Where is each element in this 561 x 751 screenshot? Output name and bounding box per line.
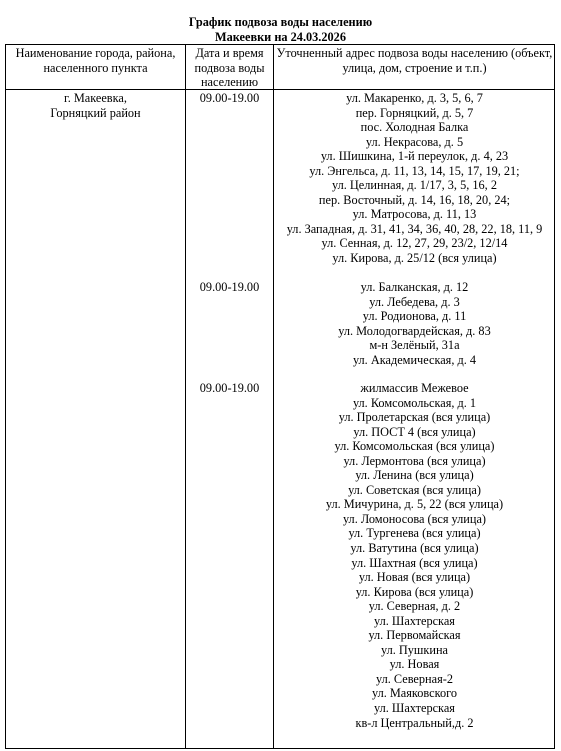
address-line: ул. Матросова, д. 11, 13 [352, 207, 477, 222]
address-line: ул. Родионова, д. 11 [362, 309, 467, 324]
address-line: ул. Шишкина, 1-й переулок, д. 4, 23 [320, 149, 509, 164]
delivery-time: 09.00-19.00 [199, 381, 260, 395]
column-divider-1 [185, 45, 186, 748]
address-line: ул. Пушкина [381, 642, 448, 657]
address-line: ул. Лермонтова (вся улица) [343, 453, 486, 468]
address-line: ул. Энгельса, д. 11, 13, 14, 15, 17, 19, 21; [309, 163, 520, 178]
address-line: ул. Западная, д. 31, 41, 34, 36, 40, 28, 22, 18, 11, 9 [286, 221, 543, 236]
water-schedule-table [5, 44, 555, 749]
address-line: пос. Холодная Балка [360, 120, 469, 135]
address-line: ул. Пролетарская (вся улица) [338, 410, 491, 425]
address-line: кв-л Центральный,д. 2 [355, 715, 474, 730]
address-line: ул. Северная-2 [376, 671, 453, 686]
address-list [274, 91, 555, 266]
header-city: Наименование города, района, населенного пункта [15, 46, 176, 75]
address-line: ул. Кирова, д. 25/12 (вся улица) [332, 251, 497, 266]
address-line: ул. Академическая, д. 4 [352, 352, 477, 367]
address-line: ул. Новая (вся улица) [358, 570, 471, 585]
address-line: ул. Шахтная (вся улица) [351, 555, 478, 570]
address-line: ул. Кирова (вся улица) [355, 584, 474, 599]
address-line: ул. Маяковского [371, 686, 457, 701]
address-line: ул. Молодогвардейская, д. 83 [338, 323, 491, 338]
address-line: м-н Зелёный, 31а [369, 338, 460, 353]
address-line: ул. Мичурина, д. 5, 22 (вся улица) [325, 497, 504, 512]
address-line: ул. Лебедева, д. 3 [369, 294, 460, 309]
address-line: ул. Целинная, д. 1/17, 3, 5, 16, 2 [332, 178, 497, 193]
address-line: ул. Макаренко, д. 3, 5, 6, 7 [346, 91, 483, 105]
address-line: ул. Северная, д. 2 [368, 599, 461, 614]
delivery-time: 09.00-19.00 [199, 91, 260, 105]
header-address: Уточненный адрес подвоза воды населению (объект, улица, дом, строение и т.п.) [276, 46, 553, 75]
district-name: Горняцкий район [50, 105, 141, 120]
address-line: ул. ПОСТ 4 (вся улица) [353, 424, 476, 439]
address-list [274, 280, 555, 367]
address-line: ул. Ленина (вся улица) [355, 468, 474, 483]
delivery-time: 09.00-19.00 [199, 280, 260, 294]
title-line-1: График подвоза воды населению [188, 15, 373, 29]
address-line: ул. Первомайская [368, 628, 461, 643]
address-line: ул. Некрасова, д. 5 [365, 134, 464, 149]
address-line: ул. Новая [389, 657, 440, 672]
address-line: ул. Комсомольская (вся улица) [334, 439, 495, 454]
title-line-2: Макеевки на 24.03.2026 [215, 29, 346, 44]
address-line: ул. Тургенева (вся улица) [348, 526, 481, 541]
address-line: ул. Сенная, д. 12, 27, 29, 23/2, 12/14 [321, 236, 508, 251]
address-line: пер. Восточный, д. 14, 16, 18, 20, 24; [318, 192, 511, 207]
address-list [274, 381, 555, 730]
address-line: ул. Шахтерская [374, 701, 455, 716]
address-line: ул. Балканская, д. 12 [360, 280, 469, 294]
header-divider [6, 89, 554, 90]
document-title [0, 15, 561, 44]
address-line: ул. Советская (вся улица) [348, 482, 481, 497]
address-line: ул. Шахтерская [374, 613, 455, 628]
header-datetime: Дата и время подвоза воды населению [194, 46, 265, 90]
city-name: г. Макеевка, [64, 91, 127, 105]
address-line: пер. Горняцкий, д. 5, 7 [355, 105, 474, 120]
address-line: ул. Ватутина (вся улица) [350, 541, 479, 556]
city-cell [6, 91, 185, 120]
address-line: ул. Ломоносова (вся улица) [342, 511, 487, 526]
address-line: жилмассив Межевое [360, 381, 469, 395]
address-line: ул. Комсомольская, д. 1 [352, 395, 477, 410]
